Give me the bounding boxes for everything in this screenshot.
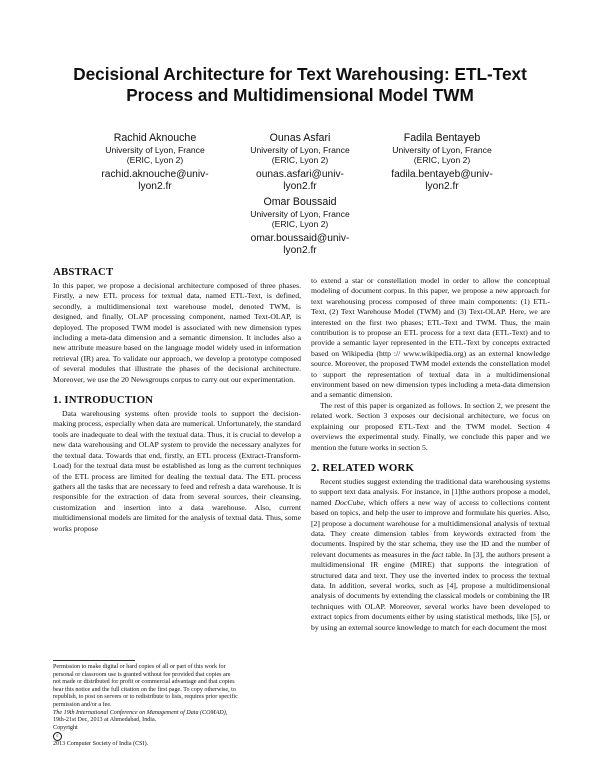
right-column xyxy=(311,276,550,633)
author-affiliation-lab: (ERIC, Lyon 2) xyxy=(126,155,184,165)
copyright-line: Copyright c 2013 Computer Society of India (CSI). xyxy=(53,724,149,748)
abstract-heading: ABSTRACT xyxy=(53,266,114,278)
introduction-paragraph: Data warehousing systems often provide tools to support the decision-making process, especially when data are numerical. Unfortunately, the standard tools are inadequate to deal with the textual data. Thus, it is crucial to develop a new data warehousing and OLAP system to provide the necessary analyzes for the textual data. Towards that end, firstly, an ETL process (Extract-Transform-Load) for the textual data must be established as long as the current techniques of the ETL process are limited for dealing the textual data. The ETL process gathers all the tasks that are necessary to feed and refresh a data warehouse. It is responsible for the extraction of data from several sources, their cleansing, customization and insertion into a data warehouse. Also, current multidimensional models are limited for the analysis of textual data. Thus, some works propose xyxy=(53,409,301,533)
abstract-text: In this paper, we propose a decisional architecture composed of three phases. Firstly, a new ETL process for textual data, named ETL-Text, is defined, secondly, a multidimensional text warehouse model, denoted TWM, is designed, and finally, OLAP processing component, named Text-OLAP, is deployed. The proposed TWM model is associated with new dimension types including a meta-data dimension and a semantic dimension. It includes also a new attribute measure based on the language model widely used in information retrieval (IR) area. To validate our approach, we develop a prototype composed of several modules that illustrate the phases of the decisional architecture. Moreover, we use the 20 Newsgroups corpus to carry out our experimentation. xyxy=(53,281,301,384)
introduction-heading: 1. INTRODUCTION xyxy=(53,394,154,407)
title-line-1: Decisional Architecture for Text Warehousing: ETL-Text xyxy=(73,64,527,84)
related-work-heading: 2. RELATED WORK xyxy=(311,461,415,474)
introduction-continuation: to extend a star or constellation model in order to allow the conceptual modeling of document corpus. In this paper, we propose a new approach for text warehousing process composed of three main components: (1) ETL-Text, (2) Text Warehouse Model (TWM) and (3) Text-OLAP. Here, we are interested on the first two phases; ETL-Text and TWM. Thus, the main contribution is to propose an ETL process for a text data (ETL-Text) and to provide a semantic layer represented in the ETL-Text by concepts extracted based on Wikipedia (http :// www.wikipedia.org) as an external knowledge source. Moreover, the proposed TWM model extends the constellation model to support the representation of textual data in a multidimensional environment based on new dimension types including a meta-data dimension and a semantic dimension. xyxy=(311,276,550,400)
author-block-aknouche xyxy=(75,132,235,193)
related-work-paragraph: Recent studies suggest extending the traditional data warehousing systems to support text data analysis. For instance, in [1]the authors propose a model, named DocCube, which offers a new way of access to collections content based on topics, and help the user to improve and formulate his queries. Also, [2] propose a document warehouse for a multidimensional analysis of textual data. They create dimension tables from keywords extracted from the documents. Inspired by the star schema, they use the ID and the number of relevant documents as measures in the fact table. In [3], the authors present a multidimensional IR engine (MIRE) that supports the integration of structured data and text. They use the inverted index to process the textual data. In addition, several works, such as [4], propose a multidimensional analysis of documents by extending the classical models or combining the IR techniques with OLAP. Moreover, several works have been developed to extract topics from documents either by using statistical methods, like [5], or by using an external source knowledge to match for each document the most xyxy=(311,476,550,632)
author-affiliation-lab: (ERIC, Lyon 2) xyxy=(271,155,329,165)
introduction-paragraph-2: The rest of this paper is organized as follows. In section 2, we present the related work. Section 3 exposes our decisional architecture, we focus on explaining our proposed ETL-Text and the TWM model. Section 4 overviews the experimental study. Finally, we conclude this paper and we mention the future works in section 5. xyxy=(311,400,550,452)
author-affiliation: University of Lyon, France xyxy=(250,145,350,155)
footnote-divider xyxy=(53,660,135,661)
author-email[interactable]: rachid.aknouche@univ- lyon2.fr xyxy=(101,169,209,192)
title-line-2: Process and Multidimensional Model TWM xyxy=(126,85,474,105)
author-name: Fadila Bentayeb xyxy=(403,132,481,144)
author-block-boussaid xyxy=(220,196,380,257)
author-email[interactable]: omar.boussaid@univ- lyon2.fr xyxy=(250,233,350,256)
author-affiliation-lab: (ERIC, Lyon 2) xyxy=(413,155,471,165)
author-name: Omar Boussaid xyxy=(263,196,337,208)
paper-title xyxy=(40,64,560,106)
copyright-icon: c xyxy=(53,732,62,741)
author-affiliation-lab: (ERIC, Lyon 2) xyxy=(271,219,329,229)
author-affiliation: University of Lyon, France xyxy=(105,145,205,155)
left-column xyxy=(53,266,301,534)
author-name: Ounas Asfari xyxy=(269,132,331,144)
author-block-asfari xyxy=(220,132,380,193)
author-block-bentayeb xyxy=(362,132,522,193)
author-affiliation: University of Lyon, France xyxy=(392,145,492,155)
copyright-footnote: Permission to make digital or hard copies of all or part of this work for personal or classroom use is granted without fee provided that copies are not made or distributed for profit or commercial advantage and that copies bear this notice and the full citation on the first page. To copy otherwise, to republish, to post on servers or to redistribute to lists, requires prior specific permission and/or a fee. The 19th International Conference on Management of Data (COMAD), 19th-21st Dec, 2013 at Ahmedabad, India. Copyright c 2013 Computer Society of India (CSI). xyxy=(53,664,301,749)
author-name: Rachid Aknouche xyxy=(113,132,197,144)
author-email[interactable]: fadila.bentayeb@univ- lyon2.fr xyxy=(391,169,493,192)
author-email[interactable]: ounas.asfari@univ- lyon2.fr xyxy=(256,169,344,192)
author-affiliation: University of Lyon, France xyxy=(250,209,350,219)
